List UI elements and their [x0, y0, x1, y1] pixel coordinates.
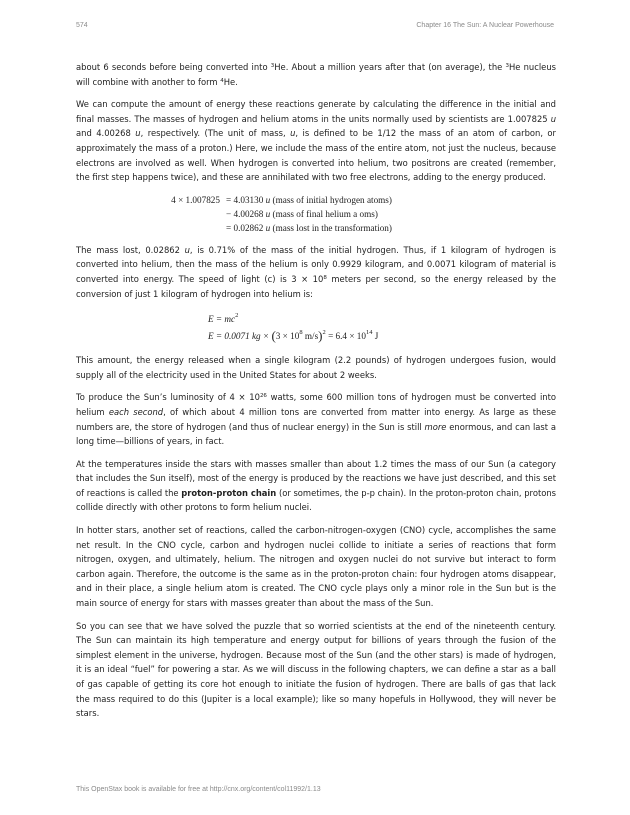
- page-number: 574: [76, 22, 88, 29]
- equation-line: $E = mc^2$: [208, 312, 239, 325]
- paragraph-3: The mass lost, 0.02862 u, is 0.71% of the mass of the initial hydrogen. Thus, if 1 kilogram of hydrogen is converted into helium, then the mass of the helium is only 0.9929 kilogram, and 0.0071 kilogram of material is converted into energy. The speed of light (c) is $3 \times 10^8$ meters per second, so the energy released by the conversion of just 1 kilogram of hydrogen into helium is:: [76, 244, 556, 299]
- mass-difference-equation: [76, 193, 556, 235]
- paragraph-7: In hotter stars, another set of reactions, called the carbon-nitrogen-oxygen (CNO) cycle, accomplishes the same net result. In the CNO cycle, carbon and hydrogen nuclei collide to initiate a series of reactions that form nitrogen, oxygen, and ultimately, helium. The nitrogen and oxygen nuclei do not survive but interact to form carbon again. Therefore, the outcome is the same as in the proton-proton chain: four hydrogen atoms disappear, and in their place, a single helium atom is created. The CNO cycle plays only a minor role in the Sun but is the main source of energy for stars with masses greater than about the mass of the Sun.: [76, 525, 556, 609]
- energy-equation: [76, 309, 556, 343]
- page-content: [76, 60, 556, 729]
- equation-row: 4 × 1.007825 = 4.03130 u (mass of initial hydrogen atoms): [171, 194, 392, 205]
- equation-row: = 0.02862 u (mass lost in the transformation): [226, 222, 392, 233]
- key-term: proton-proton chain: [181, 487, 277, 498]
- page-footer: This OpenStax book is available for free at http://cnx.org/content/col11992/1.13: [76, 786, 321, 793]
- equation-line: E = 0.0071 kg × ($3 \times 10^8$ $m/s)^2 = 6.4 \times 10^{14}$ J: [208, 328, 379, 344]
- paragraph-8: So you can see that we have solved the puzzle that so worried scientists at the end of the nineteenth century. The Sun can maintain its high temperature and energy output for billions of years through the fusion of the simplest element in the universe, hydrogen. Because most of the Sun (and the other stars) is made of hydrogen, it is an ideal “fuel” for powering a star. As we will discuss in the following chapters, we can define a star as a ball of gas capable of getting its core hot enough to initiate the fusion of hydrogen. There are balls of gas that lack the mass required to do this (Jupiter is a local example); like so many hopefuls in Hollywood, they will never be stars.: [76, 620, 556, 719]
- paragraph-6: At the temperatures inside the stars with masses smaller than about 1.2 times the mass of our Sun (a category that includes the Sun itself), most of the energy is produced by the reactions we have just described, and this set of reactions is called the proton-proton chain (or sometimes, the p-p chain). In the proton-proton chain, protons collide directly with other protons to form helium nuclei.: [76, 458, 557, 513]
- equation-row: − 4.00268 u (mass of final helium a oms): [226, 208, 378, 219]
- paragraph-1: about 6 seconds before being converted into $^3$He. About a million years after that (on average), the $^3$He nucleus will combine with another to form $^4$He.: [76, 62, 556, 87]
- paragraph-4: This amount, the energy released when a single kilogram (2.2 pounds) of hydrogen undergoes fusion, would supply all of the electricity used in the United States for about 2 weeks.: [76, 355, 556, 380]
- page-header: [76, 22, 554, 34]
- paragraph-5: To produce the Sun’s luminosity of $4 \times 10^{26}$ watts, some 600 million tons of hydrogen must be converted into helium each second, of which about 4 million tons are converted from matter into energy. As large as these numbers are, the store of hydrogen (and thus of nuclear energy) in the Sun is still more enormous, and can last a long time—billions of years, in fact.: [76, 392, 556, 447]
- chapter-title: Chapter 16 The Sun: A Nuclear Powerhouse: [416, 22, 554, 29]
- paragraph-2: We can compute the amount of energy these reactions generate by calculating the difference in the initial and final masses. The masses of hydrogen and helium atoms in the units normally used by scientists are 1.007825 u and 4.00268 u, respectively. (The unit of mass, u, is defined to be 1/12 the mass of an atom of carbon, or approximately the mass of a proton.) Here, we include the mass of the entire atom, not just the nucleus, because electrons are involved as well. When hydrogen is converted into helium, two positrons are created (remember, the first step happens twice), and these are annihilated with two free electrons, adding to the energy produced.: [76, 99, 557, 183]
